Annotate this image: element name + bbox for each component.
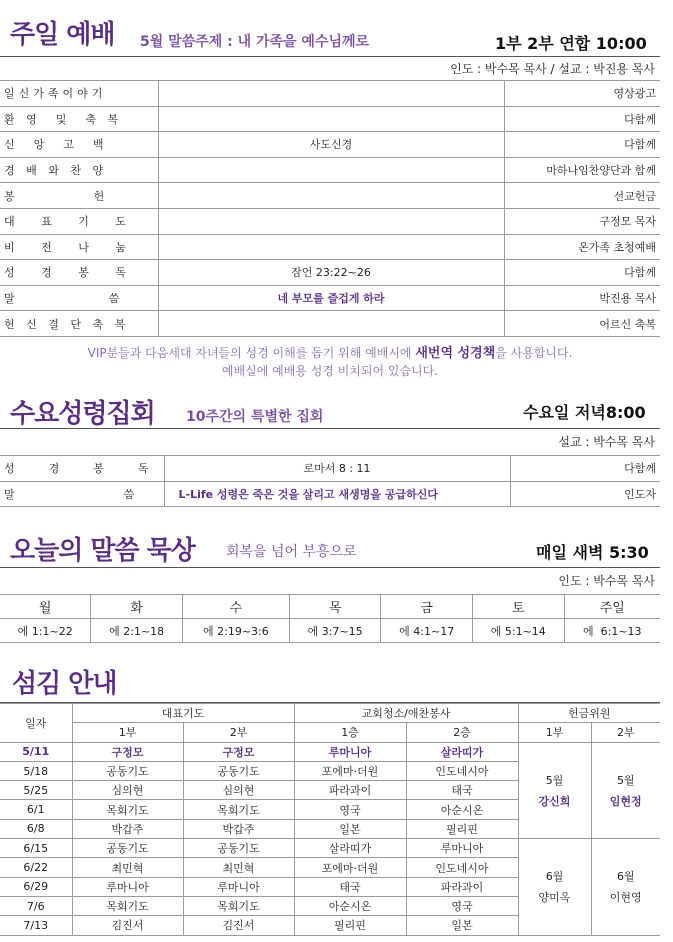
order-item-detail: 네 부모를 즐겁게 하라 [158, 285, 504, 311]
table-row [0, 742, 660, 761]
service-f2: 인도네시아 [406, 858, 518, 877]
service-date: 6/29 [0, 877, 72, 896]
table-row [0, 106, 660, 132]
order-item-name: 성 경 봉 독 [0, 260, 158, 286]
col-prayer-1: 1부 [72, 723, 183, 742]
service-p2: 공동기도 [183, 839, 294, 858]
order-item-name: 일신가족이야기 [0, 81, 158, 107]
day-header: 월 [0, 595, 91, 619]
table-row [0, 481, 660, 507]
order-item-detail [158, 311, 504, 337]
service-date: 6/22 [0, 858, 72, 877]
order-item-detail [158, 157, 504, 183]
table-row [0, 208, 660, 234]
service-date: 6/15 [0, 839, 72, 858]
offering-month: 5월 [545, 773, 564, 787]
day-header: 수 [182, 595, 289, 619]
service-f1: 살라띠가 [294, 839, 406, 858]
order-item-name: 신 앙 고 백 [0, 132, 158, 158]
service-f1: 필리핀 [294, 916, 406, 935]
offering-name: 임현정 [609, 794, 642, 808]
service-f2: 필리핀 [406, 819, 518, 838]
service-f1: 태국 [294, 877, 406, 896]
col-offering-2: 2부 [591, 723, 660, 742]
order-item-leader: 인도자 [510, 481, 660, 507]
service-date: 5/11 [0, 742, 72, 761]
table-row [0, 285, 660, 311]
sunday-note-1: VIP분들과 다음세대 자녀들의 성경 이해를 돕기 위해 예배시에 새번역 성경책을 사용합니다. [87, 346, 573, 361]
service-p2: 박갑주 [183, 819, 294, 838]
service-f1: 포에마·더원 [294, 858, 406, 877]
order-item-leader: 선교헌금 [504, 183, 660, 209]
order-item-leader: 다함께 [504, 260, 660, 286]
service-p1: 공동기도 [72, 761, 183, 780]
service-f1: 영국 [294, 800, 406, 819]
table-row [0, 234, 660, 260]
day-reading: 에 2:19~3:6 [182, 619, 289, 643]
service-date: 7/13 [0, 916, 72, 935]
day-reading: 에 5:1~14 [472, 619, 564, 643]
col-prayer-2: 2부 [183, 723, 294, 742]
order-item-leader: 마하나임찬양단과 함께 [504, 157, 660, 183]
order-item-leader: 다함께 [504, 106, 660, 132]
service-p1: 구정모 [72, 742, 183, 761]
service-p1: 공동기도 [72, 839, 183, 858]
table-row [0, 839, 660, 858]
day-header: 주일 [564, 595, 660, 619]
order-item-detail [158, 106, 504, 132]
service-table [0, 703, 660, 936]
table-row [0, 456, 660, 482]
table-row [0, 157, 660, 183]
col-date: 일자 [0, 704, 72, 743]
order-item-leader: 다함께 [504, 132, 660, 158]
order-item-detail [158, 208, 504, 234]
wednesday-subtitle: 10주간의 특별한 집회 [186, 409, 324, 425]
service-p1: 루마니아 [72, 877, 183, 896]
service-f2: 파라과이 [406, 877, 518, 896]
table-row [0, 132, 660, 158]
service-f2: 루마니아 [406, 839, 518, 858]
order-item-leader: 다함께 [510, 456, 660, 482]
wednesday-order-table [0, 455, 660, 507]
order-item-detail: 사도신경 [158, 132, 504, 158]
offering-name: 강신희 [538, 794, 571, 808]
order-item-name: 경 배 와 찬 양 [0, 157, 158, 183]
order-item-leader: 온가족 초청예배 [504, 234, 660, 260]
service-p1: 목회기도 [72, 800, 183, 819]
day-header: 금 [381, 595, 473, 619]
service-f1: 일본 [294, 819, 406, 838]
order-item-name: 성 경 봉 독 [0, 456, 164, 482]
order-item-name: 헌 신 결 단 축 복 [0, 311, 158, 337]
daily-time: 매일 새벽 5:30 [536, 543, 649, 562]
service-p2: 최민혁 [183, 858, 294, 877]
service-p2: 목회기도 [183, 896, 294, 915]
offering-2 [591, 839, 660, 935]
service-p2: 목회기도 [183, 800, 294, 819]
service-p2: 구정모 [183, 742, 294, 761]
wednesday-time: 수요일 저녁8:00 [523, 403, 646, 422]
order-item-name: 환 영 및 축 복 [0, 106, 158, 132]
order-item-detail: 로마서 8 : 11 [164, 456, 510, 482]
order-item-detail [158, 183, 504, 209]
col-offering: 헌금위원 [518, 704, 660, 723]
offering-2 [591, 742, 660, 838]
service-f1: 아순시온 [294, 896, 406, 915]
col-cleaning: 교회청소/애찬봉사 [294, 704, 518, 723]
daily-title: 오늘의 말씀 묵상 [10, 536, 195, 566]
order-item-name: 말 씀 [0, 285, 158, 311]
order-item-leader: 구정모 목자 [504, 208, 660, 234]
sunday-subtitle: 5월 말씀주제 : 내 가족을 예수님께로 [140, 34, 370, 50]
order-item-name: 비 전 나 눔 [0, 234, 158, 260]
service-f2: 영국 [406, 896, 518, 915]
service-p1: 김진서 [72, 916, 183, 935]
table-row [0, 260, 660, 286]
offering-1 [518, 742, 591, 838]
offering-month: 6월 [616, 870, 635, 884]
service-f2: 인도네시아 [406, 761, 518, 780]
order-item-name: 말 씀 [0, 481, 164, 507]
service-date: 6/1 [0, 800, 72, 819]
offering-month: 5월 [616, 773, 635, 787]
service-p1: 목회기도 [72, 896, 183, 915]
col-prayer: 대표기도 [72, 704, 294, 723]
service-f2: 일본 [406, 916, 518, 935]
sunday-time: 1부 2부 연합 10:00 [495, 34, 647, 53]
offering-1 [518, 839, 591, 935]
service-p2: 심의현 [183, 781, 294, 800]
day-header: 토 [472, 595, 564, 619]
day-header: 화 [91, 595, 183, 619]
sunday-order-table [0, 80, 660, 337]
service-f1: 포에마·더원 [294, 761, 406, 780]
service-p2: 공동기도 [183, 761, 294, 780]
order-item-leader: 박진용 목사 [504, 285, 660, 311]
service-p1: 최민혁 [72, 858, 183, 877]
day-reading: 에 2:1~18 [91, 619, 183, 643]
daily-subtitle: 회복을 넘어 부흥으로 [226, 544, 357, 560]
table-row [0, 311, 660, 337]
order-item-detail [158, 81, 504, 107]
day-reading: 에 4:1~17 [381, 619, 473, 643]
service-date: 7/6 [0, 896, 72, 915]
order-item-leader: 영상광고 [504, 81, 660, 107]
service-title: 섬김 안내 [12, 669, 117, 699]
table-row [0, 183, 660, 209]
service-date: 5/18 [0, 761, 72, 780]
order-item-detail: 잠언 23:22~26 [158, 260, 504, 286]
service-p1: 심의현 [72, 781, 183, 800]
order-item-name: 봉 헌 [0, 183, 158, 209]
service-f2: 살라띠가 [406, 742, 518, 761]
wednesday-title: 수요성령집회 [10, 399, 155, 429]
col-floor-2: 2층 [406, 723, 518, 742]
service-date: 5/25 [0, 781, 72, 800]
service-p2: 루마니아 [183, 877, 294, 896]
order-item-name: 대 표 기 도 [0, 208, 158, 234]
sunday-note-2: 예배실에 예배용 성경 비치되어 있습니다. [221, 364, 439, 378]
sunday-title: 주일 예배 [10, 20, 115, 50]
daily-reading-table [0, 594, 660, 643]
day-reading: 에 1:1~22 [0, 619, 91, 643]
offering-name: 이현영 [609, 891, 642, 905]
service-p1: 박갑주 [72, 819, 183, 838]
service-f1: 파라과이 [294, 781, 406, 800]
daily-leaders: 인도 : 박수목 목사 [558, 574, 655, 588]
col-floor-1: 1층 [294, 723, 406, 742]
service-f1: 루마니아 [294, 742, 406, 761]
wednesday-leaders: 설교 : 박수목 목사 [558, 435, 655, 449]
sunday-leaders: 인도 : 박수목 목사 / 설교 : 박진용 목사 [450, 62, 655, 76]
day-header: 목 [289, 595, 381, 619]
table-row [0, 81, 660, 107]
order-item-detail: L-Life 성령은 죽은 것을 살리고 새생명을 공급하신다 [164, 481, 510, 507]
order-item-detail [158, 234, 504, 260]
day-reading: 에 6:1~13 [564, 619, 660, 643]
service-f2: 태국 [406, 781, 518, 800]
order-item-leader: 어르신 축복 [504, 311, 660, 337]
service-p2: 김진서 [183, 916, 294, 935]
service-f2: 아순시온 [406, 800, 518, 819]
offering-month: 6월 [545, 870, 564, 884]
day-reading: 에 3:7~15 [289, 619, 381, 643]
col-offering-1: 1부 [518, 723, 591, 742]
service-date: 6/8 [0, 819, 72, 838]
offering-name: 양미옥 [538, 891, 571, 905]
